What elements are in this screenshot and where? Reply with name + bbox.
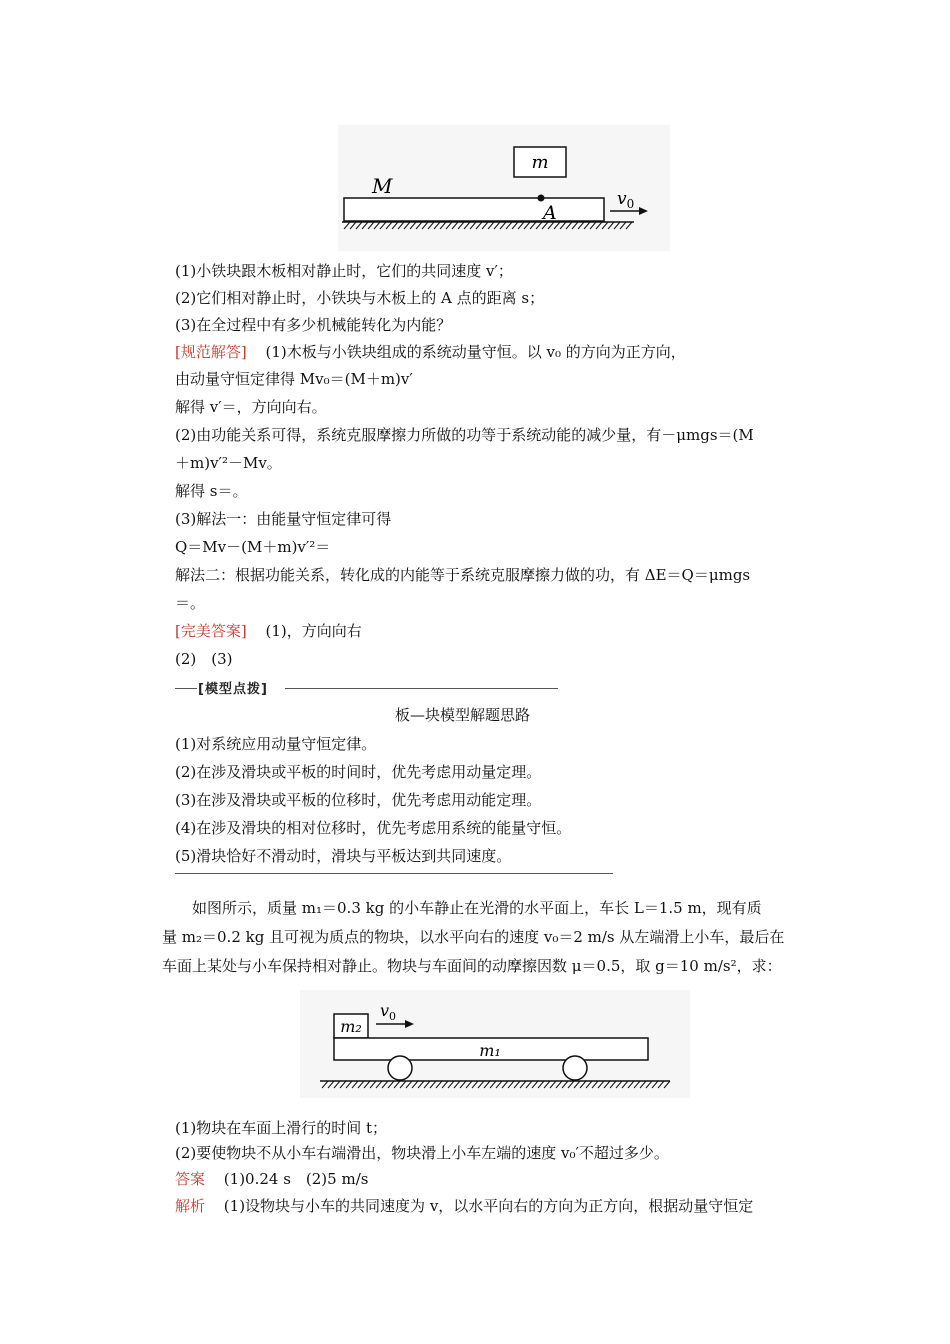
solution-line-3: 解得 v′＝，方向向右。 xyxy=(175,398,327,416)
tips-label: [模型点拨] xyxy=(198,682,268,697)
tips-item-1: (1)对系统应用动量守恒定律。 xyxy=(175,735,377,753)
answer-text-1: (1)，方向向右 xyxy=(265,622,362,640)
analysis-text: (1)设物块与小车的共同速度为 v，以水平向右的方向为正方向，根据动量守恒定 xyxy=(223,1197,754,1215)
velocity-label-2: $v_0$ xyxy=(380,1001,397,1023)
answer-line-2: (2) (3) xyxy=(175,650,233,668)
question-b-1: (1)物块在车面上滑行的时间 t； xyxy=(175,1119,388,1137)
velocity-label: $v_0$ xyxy=(617,189,635,211)
answer-tag-b: 答案 xyxy=(175,1170,206,1188)
solution-line-5: ＋m)v′²－Mv。 xyxy=(175,454,282,472)
tips-title: 板—块模型解题思路 xyxy=(395,706,531,724)
tips-bottom-rule xyxy=(175,873,613,874)
answer-line-1 xyxy=(175,621,362,641)
problem-line-1: 如图所示，质量 m₁＝0.3 kg 的小车静止在光滑的水平面上，车长 L＝1.5 m，现有质 xyxy=(192,899,762,917)
solution-line-7: (3)解法一：由能量守恒定律可得 xyxy=(175,510,392,528)
tips-item-3: (3)在涉及滑块或平板的位移时，优先考虑用动能定理。 xyxy=(175,791,542,809)
tips-item-4: (4)在涉及滑块的相对位移时，优先考虑用系统的能量守恒。 xyxy=(175,819,572,837)
answer-tag: [完美答案] xyxy=(175,622,247,640)
solution-line-4: (2)由功能关系可得，系统克服摩擦力所做的功等于系统动能的减少量，有－μmgs＝(M xyxy=(175,426,754,444)
tips-item-5: (5)滑块恰好不滑动时，滑块与平板达到共同速度。 xyxy=(175,847,512,865)
solution-line-10: ＝。 xyxy=(175,594,206,612)
question-2: (2)它们相对静止时，小铁块与木板上的 A 点的距离 s； xyxy=(175,289,545,307)
board-M xyxy=(344,198,604,221)
point-A xyxy=(538,195,545,202)
block-m2-label: m₂ xyxy=(340,1017,362,1036)
tips-rule-right xyxy=(285,688,558,689)
question-b-2: (2)要使物块不从小车右端滑出，物块滑上小车左端的速度 v₀′不超过多少。 xyxy=(175,1144,669,1162)
wheel-right xyxy=(563,1056,587,1080)
board-M-label: M xyxy=(372,174,393,198)
solution-text-1: (1)木板与小铁块组成的系统动量守恒。以 v₀ 的方向为正方向， xyxy=(265,343,686,361)
analysis-tag: 解析 xyxy=(175,1197,206,1215)
problem-line-3: 车面上某处与小车保持相对静止。物块与车面间的动摩擦因数 μ＝0.5，取 g＝10 m/s²，求： xyxy=(162,957,782,975)
cart-m1-label: m₁ xyxy=(479,1041,501,1060)
solution-line-2: 由动量守恒定律得 Mv₀＝(M＋m)v′ xyxy=(175,370,413,388)
solution-line-9: 解法二：根据功能关系，转化成的内能等于系统克服摩擦力做的功，有 ΔE＝Q＝μmgs xyxy=(175,566,751,584)
analysis-line xyxy=(175,1196,753,1216)
board-block-diagram xyxy=(338,125,670,251)
figure-cart-block xyxy=(300,990,690,1098)
block-m-label: m xyxy=(531,152,549,173)
question-1: (1)小铁块跟木板相对静止时，它们的共同速度 v′； xyxy=(175,262,513,280)
tips-rule-left xyxy=(175,688,197,689)
point-A-label: A xyxy=(543,202,557,224)
solution-line-6: 解得 s＝。 xyxy=(175,482,248,500)
question-3: (3)在全过程中有多少机械能转化为内能？ xyxy=(175,316,452,334)
solution-line-8: Q＝Mv－(M＋m)v′²＝ xyxy=(175,538,331,556)
figure-board-block xyxy=(338,125,670,251)
wheel-left xyxy=(388,1056,412,1080)
solution-line-1 xyxy=(175,342,686,362)
solution-tag: [规范解答] xyxy=(175,343,247,361)
problem-line-2: 量 m₂＝0.2 kg 且可视为质点的物块，以水平向右的速度 v₀＝2 m/s 从左端滑上小车，最后在 xyxy=(162,928,785,946)
cart-block-diagram xyxy=(300,990,690,1098)
answer-line-b xyxy=(175,1169,368,1189)
tips-item-2: (2)在涉及滑块或平板的时间时，优先考虑用动量定理。 xyxy=(175,763,542,781)
answer-text-b: (1)0.24 s (2)5 m/s xyxy=(223,1170,369,1188)
